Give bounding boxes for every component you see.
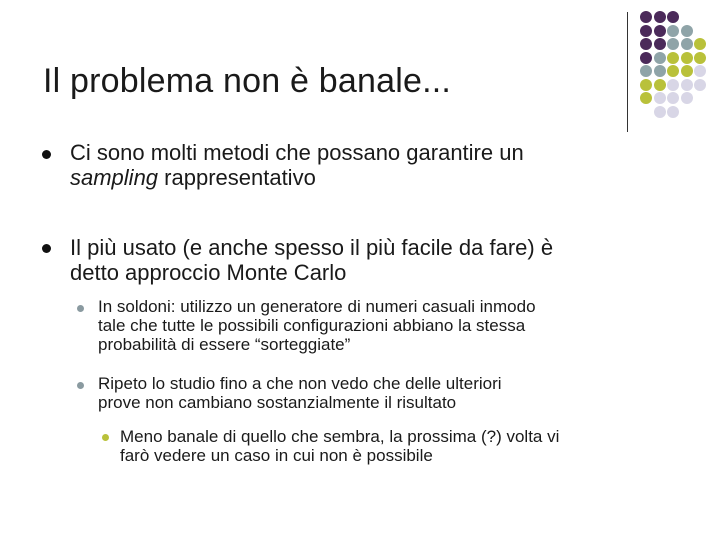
sub-bullet-item-2 [98, 374, 698, 412]
bullet-item-1-line-2: rappresentativo [158, 165, 316, 190]
decorative-dot [640, 65, 652, 77]
decorative-dot [667, 38, 679, 50]
decorative-dot [681, 79, 693, 91]
decorative-dot [694, 52, 706, 64]
decorative-dot [694, 38, 706, 50]
decorative-dot [654, 106, 666, 118]
decorative-dot [667, 106, 679, 118]
decorative-dot [640, 11, 652, 23]
decorative-dot [667, 25, 679, 37]
decorative-dot [640, 38, 652, 50]
sub-bullet-marker [77, 382, 84, 389]
sub-sub-bullet-item-1-line-2: farò vedere un caso in cui non è possibile [120, 446, 433, 465]
decorative-dot [654, 38, 666, 50]
decorative-dot [681, 38, 693, 50]
decorative-dot [654, 65, 666, 77]
decorative-dot [694, 79, 706, 91]
decorative-divider-line [627, 12, 628, 132]
decorative-dot [654, 79, 666, 91]
decorative-dot [667, 11, 679, 23]
decorative-dot [640, 52, 652, 64]
decorative-dot [667, 79, 679, 91]
sub-bullet-item-1-line-2: tale che tutte le possibili configurazioni abbiano la stessa [98, 316, 526, 335]
decorative-dot [681, 92, 693, 104]
decorative-dot [654, 11, 666, 23]
decorative-dot [681, 52, 693, 64]
slide-title: Il problema non è banale... [43, 62, 452, 100]
sub-sub-bullet-marker [102, 434, 109, 441]
decorative-dot [640, 92, 652, 104]
sub-bullet-item-2-line-1: Ripeto lo studio fino a che non vedo che delle ulteriori [98, 374, 502, 393]
bullet-item-1-line-1: Ci sono molti metodi che possano garantire un [70, 140, 524, 165]
decorative-dot [654, 92, 666, 104]
bullet-item-2 [70, 235, 690, 285]
decorative-dot [681, 65, 693, 77]
bullet-marker [42, 150, 51, 159]
decorative-dot [654, 52, 666, 64]
bullet-item-1-italic-term: sampling [70, 165, 159, 190]
decorative-dot [694, 65, 706, 77]
bullet-item-1 [70, 140, 690, 190]
decorative-dot-grid [640, 11, 720, 121]
decorative-dot [667, 65, 679, 77]
decorative-dot [640, 79, 652, 91]
bullet-item-2-line-2: detto approccio Monte Carlo [70, 260, 347, 285]
sub-bullet-item-1-line-1: In soldoni: utilizzo un generatore di numeri casuali inmodo [98, 297, 536, 316]
sub-sub-bullet-item-1-line-1: Meno banale di quello che sembra, la prossima (?) volta vi [120, 427, 560, 446]
decorative-dot [681, 25, 693, 37]
sub-bullet-item-2-line-2: prove non cambiano sostanzialmente il risultato [98, 393, 457, 412]
sub-bullet-item-1 [98, 297, 698, 354]
bullet-marker [42, 244, 51, 253]
decorative-dot [640, 25, 652, 37]
sub-bullet-marker [77, 305, 84, 312]
bullet-item-2-line-1: Il più usato (e anche spesso il più facile da fare) è [70, 235, 554, 260]
decorative-dot [667, 52, 679, 64]
decorative-dot [667, 92, 679, 104]
sub-bullet-item-1-line-3: probabilità di essere “sorteggiate” [98, 335, 351, 354]
sub-sub-bullet-item-1 [120, 427, 700, 465]
decorative-dot [654, 25, 666, 37]
